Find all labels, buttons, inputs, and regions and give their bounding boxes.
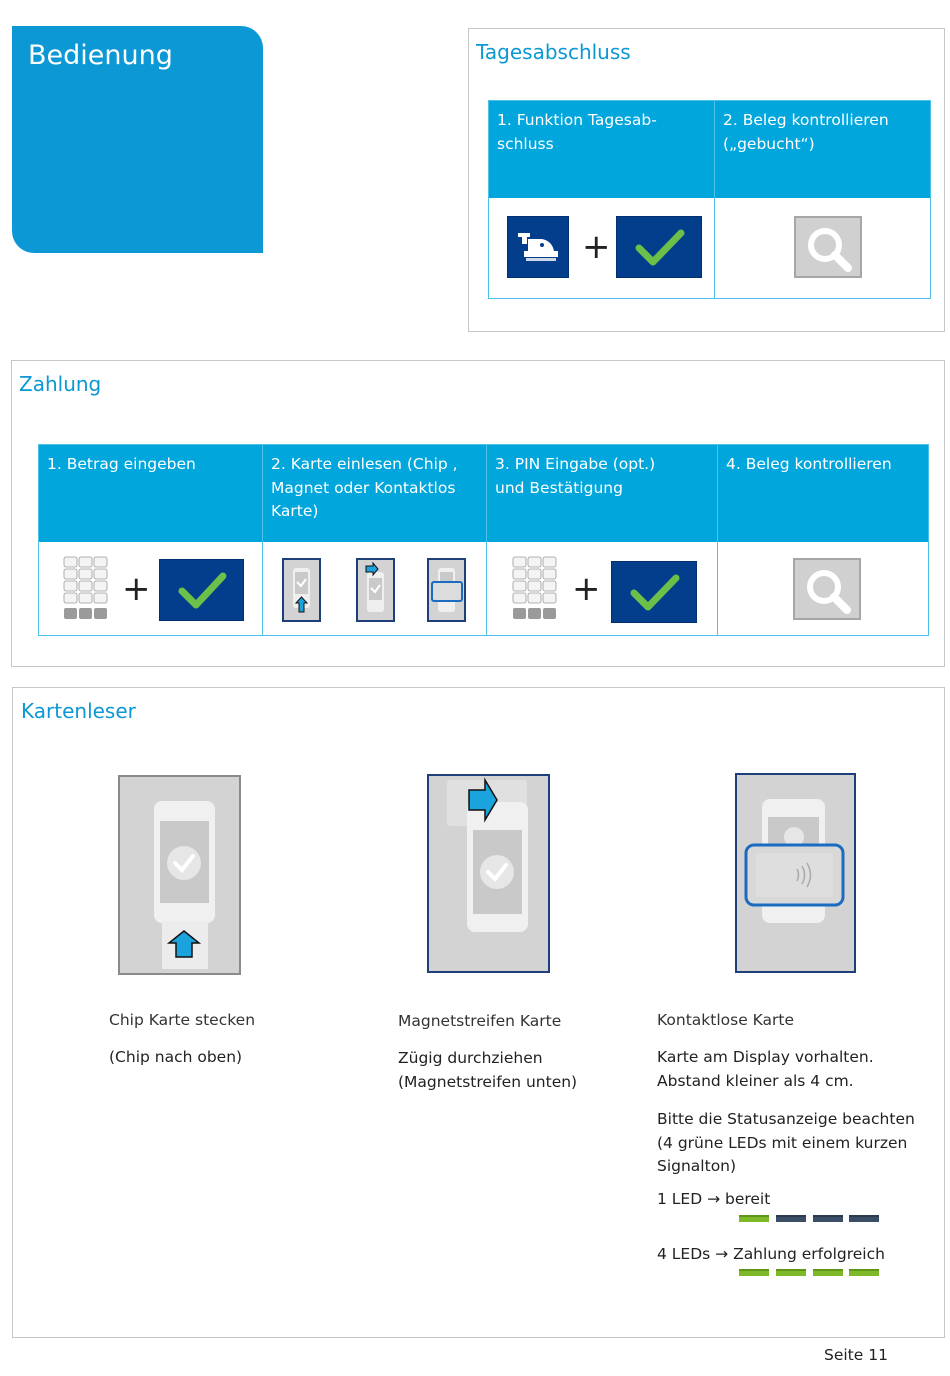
led-success-label: 4 LEDs → Zahlung erfolgreich bbox=[657, 1245, 885, 1263]
contactless-status bbox=[657, 1108, 915, 1179]
status-text-line: Bitte die Statusanzeige beachten bbox=[657, 1110, 915, 1128]
column-divider bbox=[262, 445, 263, 635]
magnet-text bbox=[398, 1047, 577, 1094]
keypad-icon bbox=[511, 556, 559, 622]
zahlung-step-2 bbox=[263, 445, 486, 542]
page-title: Bedienung bbox=[28, 40, 173, 71]
led-ready-label: 1 LED → bereit bbox=[657, 1190, 771, 1208]
magnifier-icon bbox=[793, 558, 861, 620]
step-label: 2. Karte einlesen (Chip , bbox=[271, 455, 458, 473]
step-label: („gebucht“) bbox=[723, 134, 815, 153]
tagesabschluss-step-1 bbox=[489, 101, 714, 198]
step-label: Karte) bbox=[271, 502, 319, 520]
status-text-line: (4 grüne LEDs mit einem kurzen bbox=[657, 1133, 908, 1152]
column-divider bbox=[714, 101, 715, 298]
led-indicator bbox=[849, 1269, 879, 1276]
cash-register-icon bbox=[507, 216, 569, 278]
magnet-card-illustration bbox=[427, 774, 550, 973]
contactless-card-illustration bbox=[735, 773, 856, 973]
tagesabschluss-step-2 bbox=[715, 101, 930, 198]
magnet-text-line: Zügig durchziehen bbox=[398, 1049, 543, 1067]
status-text-line: Signalton) bbox=[657, 1157, 737, 1175]
magnifier-icon bbox=[794, 216, 862, 278]
column-divider bbox=[486, 445, 487, 635]
chip-card-illustration bbox=[118, 775, 241, 975]
zahlung-title: Zahlung bbox=[19, 372, 102, 396]
tagesabschluss-title: Tagesabschluss bbox=[476, 40, 631, 64]
contactless-text-line: Abstand kleiner als 4 cm. bbox=[657, 1071, 854, 1090]
zahlung-step-4 bbox=[718, 445, 928, 542]
contactless-text bbox=[657, 1046, 874, 1093]
magnet-heading: Magnetstreifen Karte bbox=[398, 1012, 562, 1030]
zahlung-step-1 bbox=[39, 445, 262, 542]
step-label: 2. Beleg kontrollieren bbox=[723, 111, 889, 129]
step-label: Magnet oder Kontaktlos bbox=[271, 478, 456, 497]
checkmark-icon bbox=[616, 216, 702, 278]
keypad-icon bbox=[62, 556, 110, 622]
led-indicator bbox=[813, 1269, 843, 1276]
card-swipe-icon bbox=[356, 558, 395, 622]
page-number: Seite 11 bbox=[824, 1346, 888, 1364]
led-indicator bbox=[849, 1215, 879, 1222]
plus-sign: + bbox=[122, 569, 151, 609]
step-label: und Bestätigung bbox=[495, 478, 623, 497]
step-label: 1. Betrag eingeben bbox=[47, 455, 196, 473]
led-indicator bbox=[776, 1215, 806, 1222]
card-insert-icon bbox=[282, 558, 321, 622]
contactless-heading: Kontaktlose Karte bbox=[657, 1011, 795, 1029]
plus-sign: + bbox=[572, 569, 601, 609]
step-label: 4. Beleg kontrollieren bbox=[726, 455, 892, 473]
checkmark-icon bbox=[611, 561, 697, 623]
step-label: schluss bbox=[497, 134, 554, 153]
led-indicator bbox=[739, 1215, 769, 1222]
contactless-text-line: Karte am Display vorhalten. bbox=[657, 1048, 874, 1066]
led-indicator bbox=[739, 1269, 769, 1276]
plus-sign: + bbox=[582, 227, 611, 267]
step-label: 3. PIN Eingabe (opt.) bbox=[495, 455, 656, 473]
kartenleser-title: Kartenleser bbox=[21, 699, 136, 723]
column-divider bbox=[717, 445, 718, 635]
zahlung-step-3 bbox=[487, 445, 717, 542]
chip-heading: Chip Karte stecken bbox=[109, 1011, 256, 1029]
chip-text: (Chip nach oben) bbox=[109, 1048, 243, 1066]
checkmark-icon bbox=[159, 559, 244, 621]
step-label: 1. Funktion Tagesab- bbox=[497, 111, 657, 129]
contactless-icon bbox=[427, 558, 466, 622]
led-indicator bbox=[813, 1215, 843, 1222]
led-indicator bbox=[776, 1269, 806, 1276]
magnet-text-line: (Magnetstreifen unten) bbox=[398, 1072, 578, 1091]
